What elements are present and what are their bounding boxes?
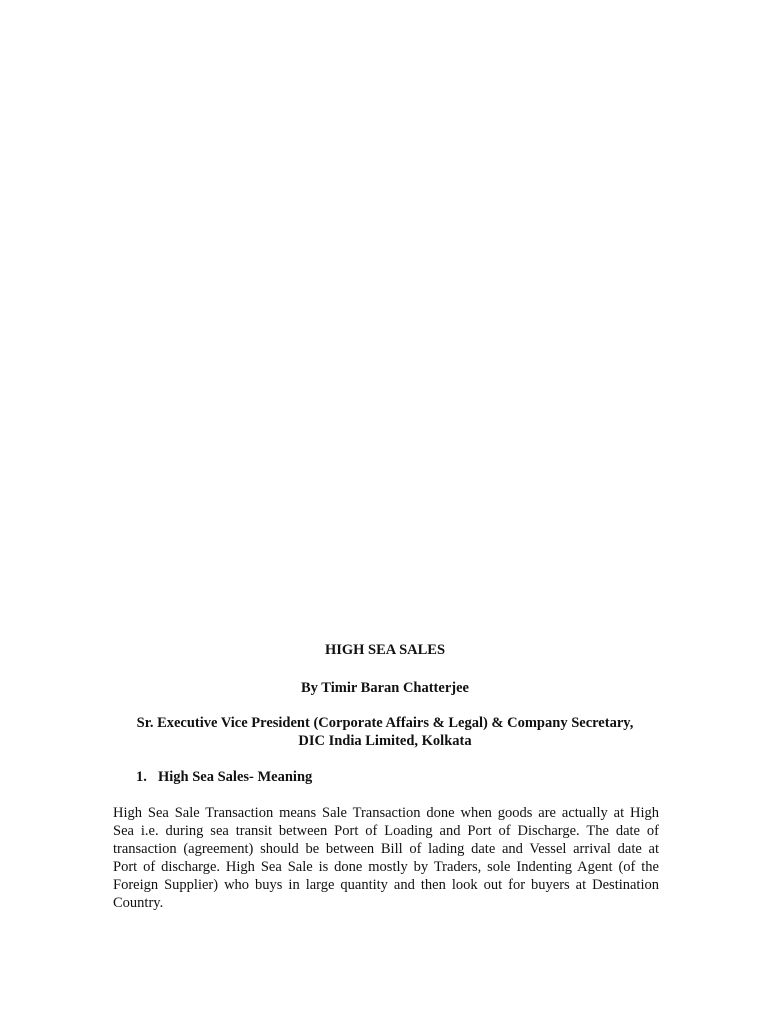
section-heading [136,768,312,786]
section-heading-text: High Sea Sales- Meaning [158,769,313,785]
paragraph-line: Country. [113,895,164,911]
paragraph-line: Foreign Supplier) who buys in large quantity and then look out for buyers at Destination [113,877,659,893]
affiliation-block [0,714,770,750]
author-line: By Timir Baran Chatterjee [301,680,469,696]
section-number: 1. [136,769,147,785]
affiliation-line: Sr. Executive Vice President (Corporate Affairs & Legal) & Company Secretary, [136,715,634,731]
body-paragraph [113,804,659,912]
paragraph-line: High Sea Sale Transaction means Sale Transaction done when goods are actually at High [113,805,659,821]
affiliation-line: DIC India Limited, Kolkata [298,733,472,749]
paragraph-line: Port of discharge. High Sea Sale is done mostly by Traders, sole Indenting Agent (of the [113,859,659,875]
document-title: HIGH SEA SALES [324,642,446,658]
paragraph-line: Sea i.e. during sea transit between Port of Loading and Port of Discharge. The date of [113,823,659,839]
paragraph-line: transaction (agreement) should be between Bill of lading date and Vessel arrival date at [113,841,659,857]
